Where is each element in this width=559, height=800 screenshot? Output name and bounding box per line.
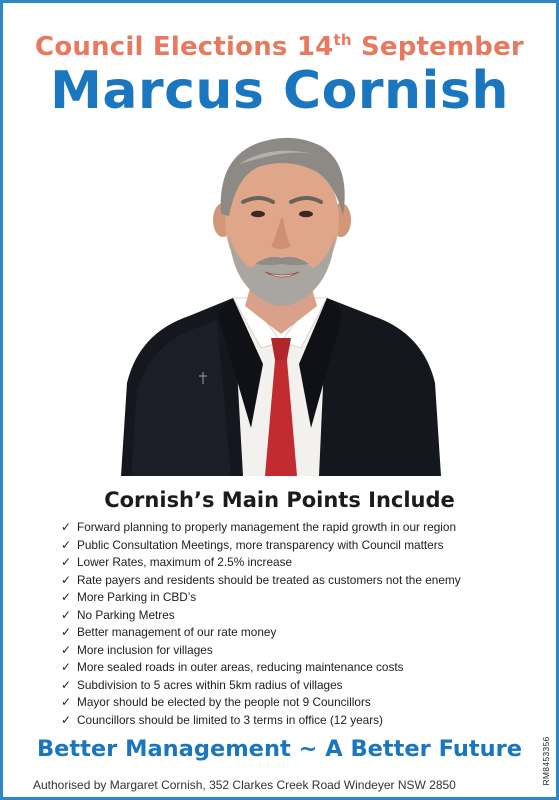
list-item [61, 694, 461, 712]
point-text: Councillors should be limited to 3 terms in office (12 years) [77, 712, 383, 727]
list-item [61, 677, 461, 695]
point-text: Lower Rates, maximum of 2.5% increase [77, 555, 293, 569]
candidate-portrait [121, 128, 441, 476]
point-text: More sealed roads in outer areas, reducing maintenance costs [77, 660, 404, 674]
point-text: Better management of our rate money [77, 625, 277, 639]
campaign-slogan: Better Management ~ A Better Future [36, 736, 522, 762]
jacket-shade [131, 320, 231, 476]
checkmark-icon: ✓ [61, 712, 71, 727]
point-text: Subdivision to 5 acres within 5km radius of villages [77, 677, 343, 692]
checkmark-icon: ✓ [61, 555, 71, 569]
list-item [61, 537, 461, 555]
checkmark-icon: ✓ [61, 660, 71, 674]
checkmark-icon: ✓ [61, 642, 71, 657]
list-item [61, 572, 461, 590]
list-item [61, 589, 461, 607]
heading-prefix: Council Elections 14 [35, 32, 334, 62]
main-points-title: Cornish’s Main Points Include [104, 488, 455, 512]
list-item [61, 642, 461, 660]
point-text: Mayor should be elected by the people not 9 Councillors [77, 695, 371, 709]
point-text: More Parking in CBD’s [77, 590, 197, 604]
checkmark-icon: ✓ [61, 572, 71, 587]
checkmark-icon: ✓ [61, 695, 71, 709]
reference-number [540, 729, 552, 793]
list-item [61, 519, 461, 537]
point-text: Public Consultation Meetings, more transparency with Council matters [77, 537, 444, 552]
right-eye [299, 211, 313, 217]
candidate-name: Marcus Cornish [50, 61, 509, 121]
checkmark-icon: ✓ [61, 520, 71, 534]
list-item [61, 607, 461, 625]
reference-text: RM8453356 [541, 736, 551, 786]
checkmark-icon: ✓ [61, 537, 71, 552]
heading-superscript: th [333, 31, 352, 49]
point-text: More inclusion for villages [77, 642, 213, 657]
checkmark-icon: ✓ [61, 625, 71, 639]
election-date-heading [3, 31, 556, 62]
main-points-list [61, 519, 461, 729]
point-text: No Parking Metres [77, 607, 175, 622]
list-item [61, 624, 461, 642]
list-item [61, 554, 461, 572]
left-eye [251, 211, 265, 217]
list-item [61, 659, 461, 677]
checkmark-icon: ✓ [61, 607, 71, 622]
point-text: Forward planning to properly management the rapid growth in our region [77, 520, 457, 534]
checkmark-icon: ✓ [61, 677, 71, 692]
list-item [61, 712, 461, 730]
heading-suffix: September [351, 32, 524, 62]
checkmark-icon: ✓ [61, 590, 71, 604]
point-text: Rate payers and residents should be treated as customers not the enemy [77, 572, 461, 587]
authorisation-statement: Authorised by Margaret Cornish, 352 Clarkes Creek Road Windeyer NSW 2850 [33, 778, 456, 792]
